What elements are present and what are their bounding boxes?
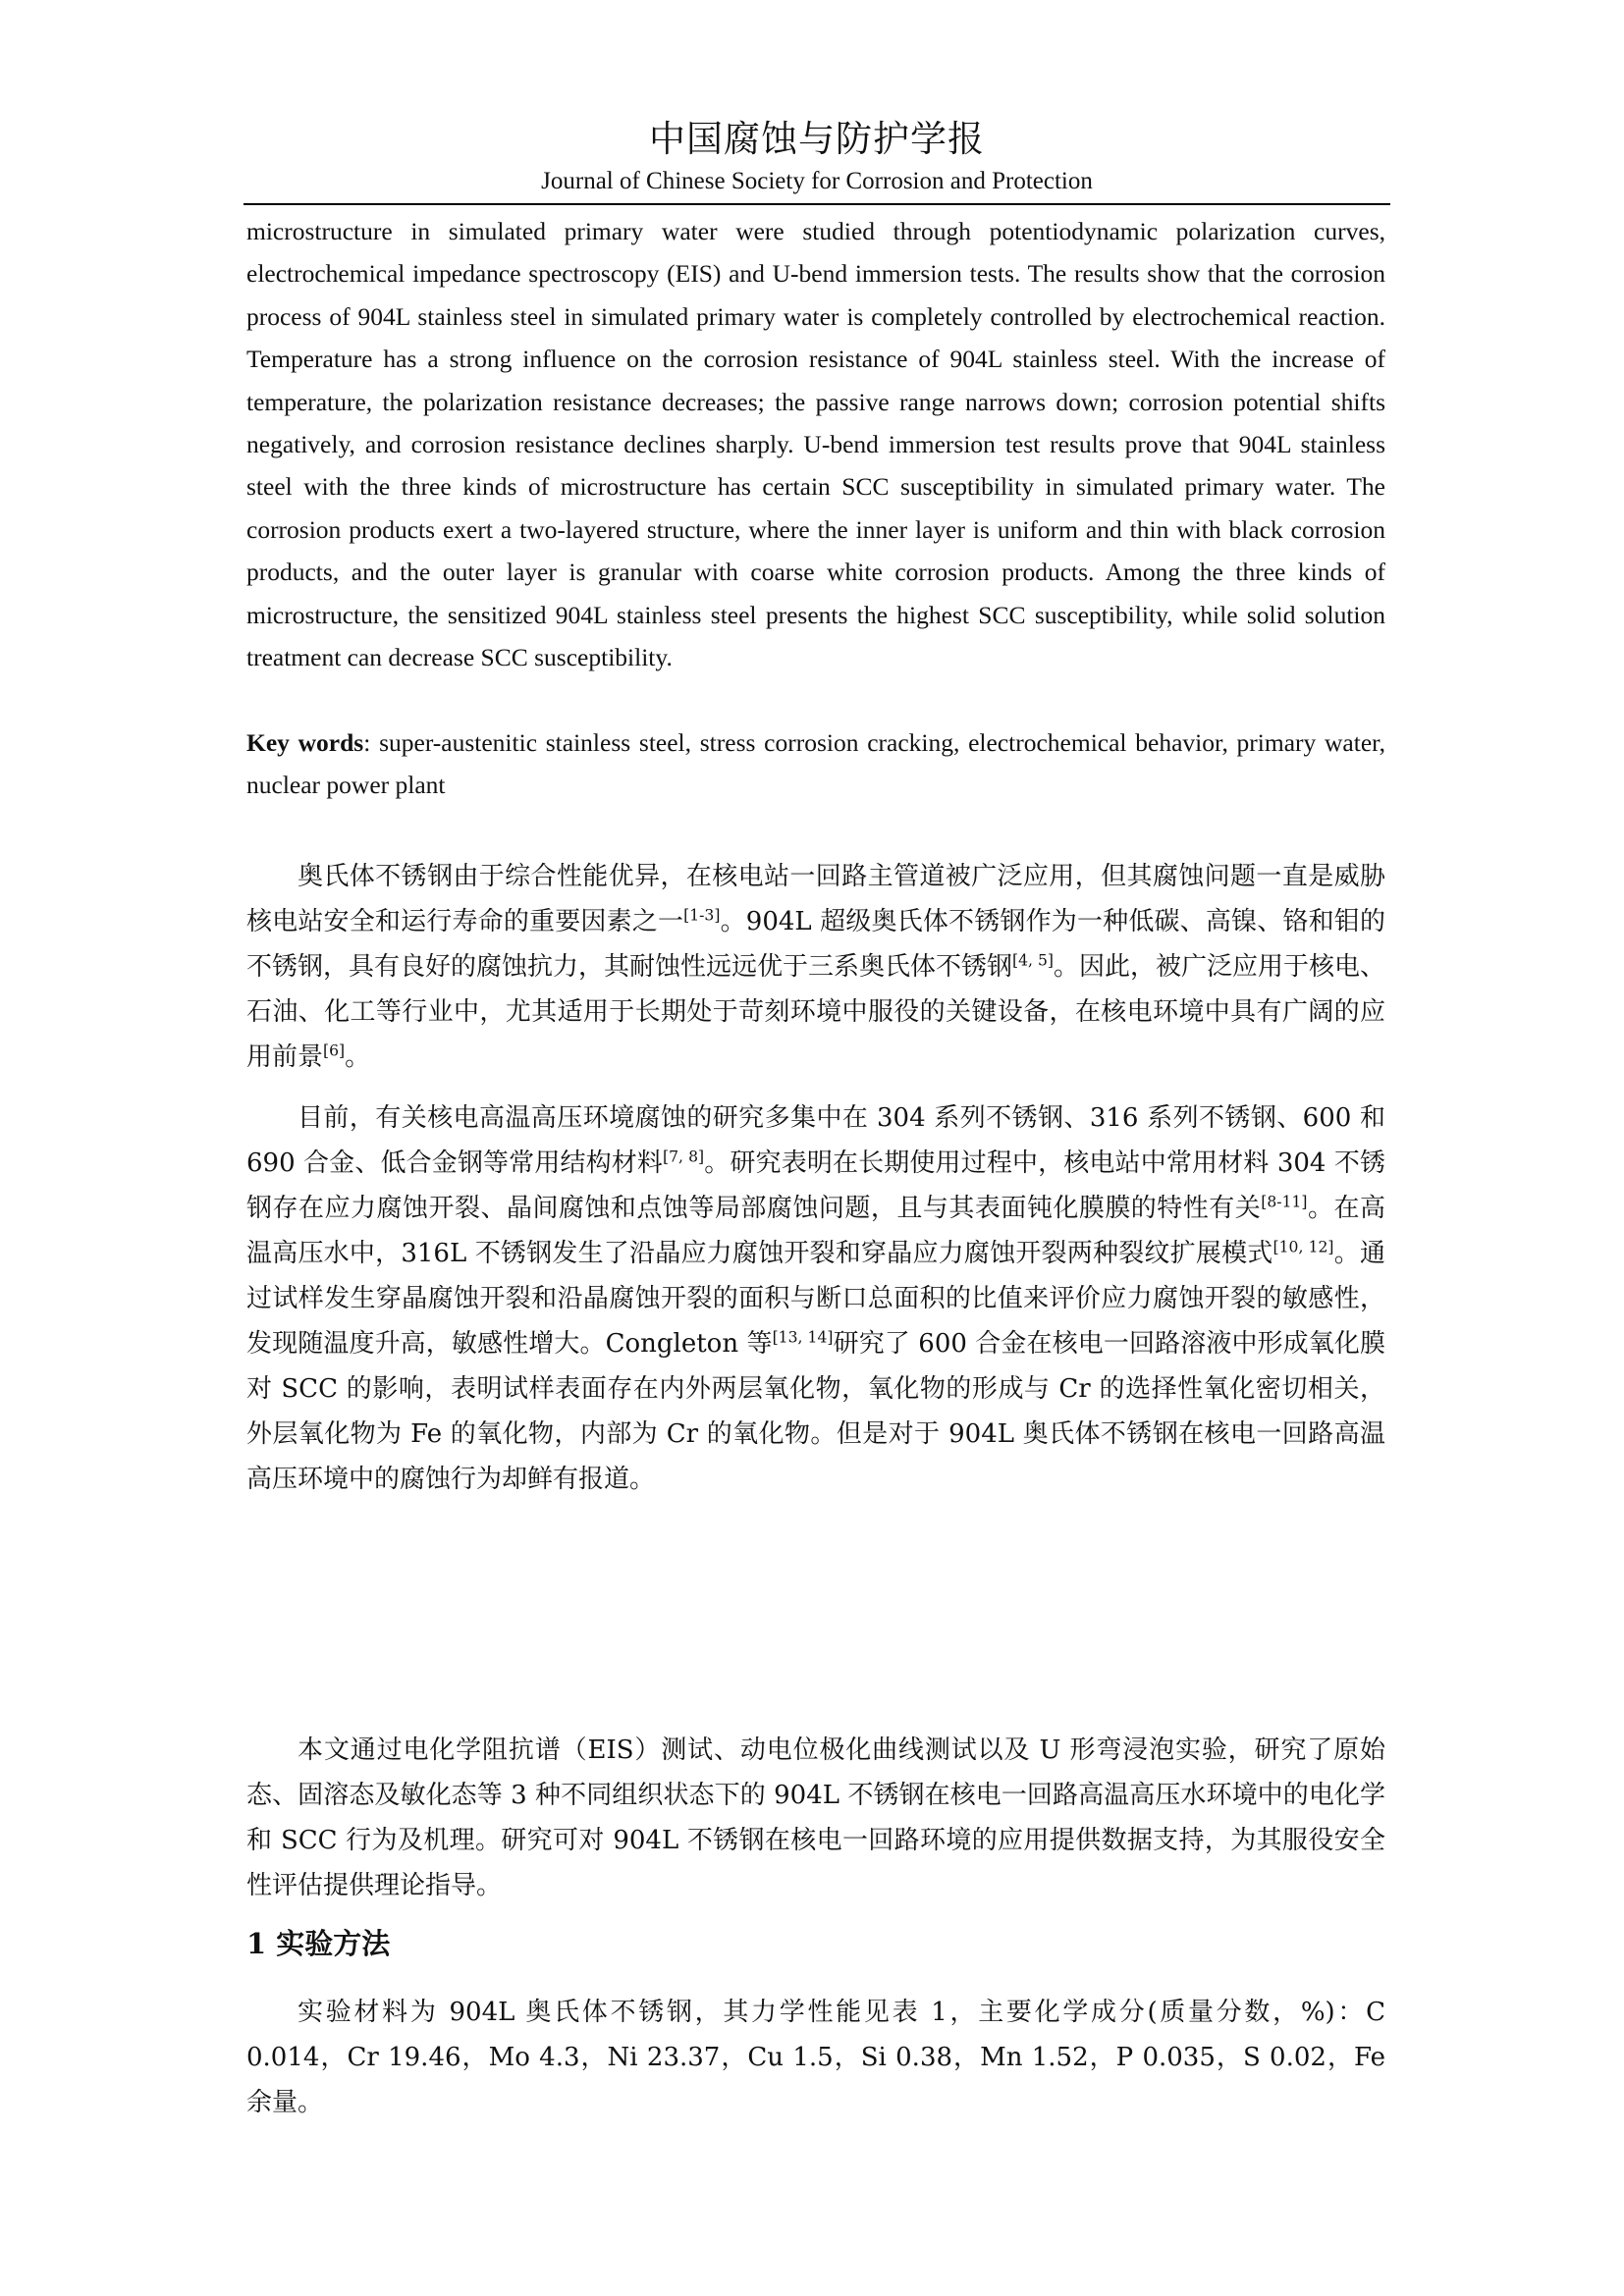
citation: [6] xyxy=(323,1041,346,1060)
keywords xyxy=(246,721,1385,807)
paragraph-literature-review xyxy=(246,1095,1385,1502)
journal-title-en: Journal of Chinese Society for Corrosion and Protection xyxy=(541,168,1093,194)
citation: [4, 5] xyxy=(1012,951,1054,970)
citation: [7, 8] xyxy=(663,1148,705,1166)
paragraph-materials: 实验材料为 904L 奥氏体不锈钢，其力学性能见表 1，主要化学成分(质量分数，%)：C 0.014，Cr 19.46，Mo 4.3，Ni 23.37，Cu 1.5，Si 0.38，Mn 1.52，P 0.035，S 0.02，Fe 余量。 xyxy=(246,1998,1385,2117)
journal-title-cn: 中国腐蚀与防护学报 xyxy=(649,118,985,160)
header-divider xyxy=(244,203,1390,205)
journal-header xyxy=(244,114,1390,198)
paragraph-text: 。 xyxy=(345,1042,371,1072)
paragraph-text: 。通过试样发生穿晶腐蚀开裂和沿晶腐蚀开裂的面积与断口总面积的比值来评价应力腐蚀开裂的敏感性，发现随温度升高，敏感性增大。Congleton 等 xyxy=(246,1239,1385,1359)
citation: [10, 12] xyxy=(1272,1238,1334,1256)
citation: [8-11] xyxy=(1261,1193,1308,1211)
section-heading-methods: 1 实验方法 xyxy=(246,1927,391,1960)
paragraph-text: 研究了 600 合金在核电一回路溶液中形成氧化膜对 SCC 的影响，表明试样表面存在内外两层氧化物，氧化物的形成与 Cr 的选择性氧化密切相关，外层氧化物为 Fe 的氧化物，内部为 Cr 的氧化物。但是对于 904L 奥氏体不锈钢在核电一回路高温高压环境中的腐蚀行为却鲜有报道。 xyxy=(246,1329,1386,1494)
paragraph-text: 。因此，被广泛应用于核电、石油、化工等行业中，尤其适用于长期处于苛刻环境中服役的关键设备，在核电环境中具有广阔的应用前景 xyxy=(246,952,1385,1072)
keywords-text: : super-austenitic stainless steel, stress corrosion cracking, electrochemical behavior, primary water, nuclear power plant xyxy=(246,728,1386,800)
abstract-text: microstructure in simulated primary water were studied through potentiodynamic polarization curves, electrochemical impedance spectroscopy (EIS) and U-bend immersion tests. The results show that the corrosion process of 904L stainless steel in simulated primary water is completely controlled by electrochemical reaction. Temperature has a strong influence on the corrosion resistance of 904L stainless steel. With the increase of temperature, the polarization resistance decreases; the passive range narrows down; corrosion potential shifts negatively, and corrosion resistance declines sharply. U-bend immersion test results prove that 904L stainless steel with the three kinds of microstructure has certain SCC susceptibility in simulated primary water. The corrosion products exert a two-layered structure, where the inner layer is uniform and thin with black corrosion products, and the outer layer is granular with coarse white corrosion products. Among the three kinds of microstructure, the sensitized 904L stainless steel presents the highest SCC susceptibility, while solid solution treatment can decrease SCC susceptibility. xyxy=(246,217,1385,672)
paragraph-text: 。在高温高压水中，316L 不锈钢发生了沿晶应力腐蚀开裂和穿晶应力腐蚀开裂两种裂纹扩展模式 xyxy=(246,1194,1385,1268)
paragraph-text: 目前，有关核电高温高压环境腐蚀的研究多集中在 304 系列不锈钢、316 系列不锈钢、600 和 690 合金、低合金钢等常用结构材料 xyxy=(246,1103,1385,1178)
paragraph-text: 。904L 超级奥氏体不锈钢作为一种低碳、高镍、铬和钼的不锈钢，具有良好的腐蚀抗力，其耐蚀性远远优于三系奥氏体不锈钢 xyxy=(246,907,1385,982)
paragraph-text: 奥氏体不锈钢由于综合性能优异，在核电站一回路主管道被广泛应用，但其腐蚀问题一直是威胁核电站安全和运行寿命的重要因素之一 xyxy=(246,862,1385,936)
paragraph-objective: 本文通过电化学阻抗谱（EIS）测试、动电位极化曲线测试以及 U 形弯浸泡实验，研究了原始态、固溶态及敏化态等 3 种不同组织状态下的 904L 不锈钢在核电一回路高温高压水环境中的电化学和 SCC 行为及机理。研究可对 904L 不锈钢在核电一回路环境的应用提供数据支持，为其服役安全性评估提供理论指导。 xyxy=(246,1735,1385,1900)
paragraph-intro xyxy=(246,854,1385,1080)
citation: [1-3] xyxy=(683,906,721,925)
citation: [13, 14] xyxy=(772,1328,834,1347)
keywords-label: Key words xyxy=(246,728,364,757)
paragraph-text: 。研究表明在长期使用过程中，核电站中常用材料 304 不锈钢存在应力腐蚀开裂、晶间腐蚀和点蚀等局部腐蚀问题，且与其表面钝化膜膜的特性有关 xyxy=(246,1148,1385,1223)
